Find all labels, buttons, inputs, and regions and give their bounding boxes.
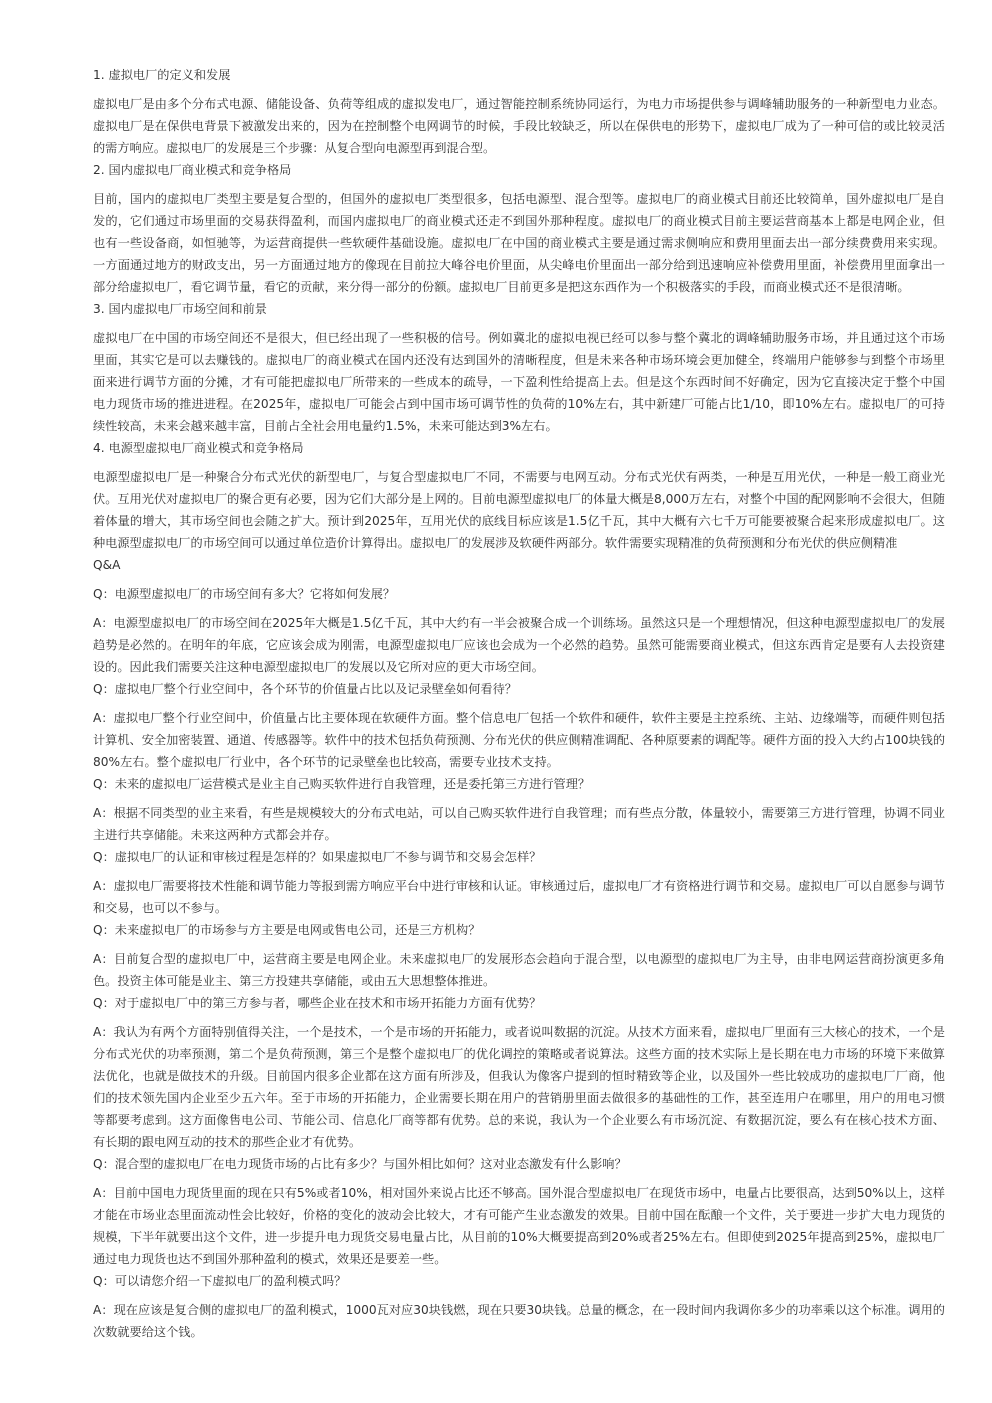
section-body-3: 虚拟电厂在中国的市场空间还不是很大，但已经出现了一些积极的信号。例如冀北的虚拟电视已经可以参与整个冀北的调峰辅助服务市场，并且通过这个市场里面，其实它是可以去赚钱的。虚拟电厂的商业模式在国内还没有达到国外的清晰程度，但是未来各种市场环境会更加健全，终端用户能够参与到整个市场里面来进行调节方面的分摊，才有可能把虚拟电厂所带来的一些成本的疏导，一下盈利性给提高上去。但是这个东西时间不好确定，因为它直接决定于整个中国电力现货市场的推进进程。在2025年，虚拟电厂可能会占到中国市场可调节性的负荷的10%左右，其中新建厂可能占比1/10，即10%左右。虚拟电厂的可持续性较高，未来会越来越丰富，目前占全社会用电量约1.5%，未来可能达到3%左右。 <box>93 331 945 433</box>
question-2: Q：虚拟电厂整个行业空间中，各个环节的价值量占比以及记录壁垒如何看待？ <box>93 682 517 696</box>
section-body-4: 电源型虚拟电厂是一种聚合分布式光伏的新型电厂，与复合型虚拟电厂不同，不需要与电网互动。分布式光伏有两类，一种是互用光伏，一种是一般工商业光伏。互用光伏对虚拟电厂的聚合更有必要，因为它们大部分是上网的。目前电源型虚拟电厂的体量大概是8,000万左右，对整个中国的配网影响不会很大，但随着体量的增大，其市场空间也会随之扩大。预计到2025年，互用光伏的底线目标应该是1.5亿千瓦，其中大概有六七千万可能要被聚合起来形成虚拟电厂。这种电源型虚拟电厂的市场空间可以通过单位造价计算得出。虚拟电厂的发展涉及软硬件两部分。软件需要实现精准的负荷预测和分布光伏的供应侧精准 <box>93 470 945 550</box>
section-body-1: 虚拟电厂是由多个分布式电源、储能设备、负荷等组成的虚拟发电厂，通过智能控制系统协同运行，为电力市场提供参与调峰辅助服务的一种新型电力业态。虚拟电厂是在保供电背景下被激发出来的，因为在控制整个电网调节的时候，手段比较缺乏，所以在保供电的形势下，虚拟电厂成为了一种可信的或比较灵活的需方响应。虚拟电厂的发展是三个步骤：从复合型向电源型再到混合型。 <box>93 97 945 155</box>
answer-8: A：现在应该是复合侧的虚拟电厂的盈利模式，1000瓦对应30块钱燃，现在只要30块钱。总量的概念，在一段时间内我调你多少的功率乘以这个标准。调用的次数就要给这个钱。 <box>93 1303 945 1339</box>
section-heading-2: 2. 国内虚拟电厂商业模式和竞争格局 <box>93 163 292 177</box>
question-4: Q：虚拟电厂的认证和审核过程是怎样的？如果虚拟电厂不参与调节和交易会怎样？ <box>93 850 542 864</box>
qa-label: Q&A <box>93 558 121 572</box>
answer-7: A：目前中国电力现货里面的现在只有5%或者10%，相对国外来说占比还不够高。国外混合型虚拟电厂在现货市场中，电量占比要很高，达到50%以上，这样才能在市场业态里面流动性会比较好，价格的变化的波动会比较大，才有可能产生业态激发的效果。目前中国在酝酿一个文件，关于要进一步扩大电力现货的规模，下半年就要出这个文件，进一步提升电力现货交易电量占比，从目前的10%大概要提高到20%或者25%左右。但即使到2025年提高到25%，虚拟电厂通过电力现货也达不到国外那种盈利的模式，效果还是要差一些。 <box>93 1186 945 1266</box>
section-body-2: 目前，国内的虚拟电厂类型主要是复合型的，但国外的虚拟电厂类型很多，包括电源型、混合型等。虚拟电厂的商业模式目前还比较简单，国外虚拟电厂是自发的，它们通过市场里面的交易获得盈利，而国内虚拟电厂的商业模式还走不到国外那种程度。虚拟电厂的商业模式目前主要运营商基本上都是电网企业，但也有一些设备商，如恒驰等，为运营商提供一些软硬件基础设施。虚拟电厂在中国的商业模式主要是通过需求侧响应和费用里面去出一部分续费费用来实现。一方面通过地方的财政支出，另一方面通过地方的像现在目前拉大峰谷电价里面，从尖峰电价里面出一部分给到迅速响应补偿费用里面，补偿费用里面拿出一部分给虚拟电厂，看它调节量，看它的贡献，来分得一部分的份额。虚拟电厂目前更多是把这东西作为一个积极落实的手段，而商业模式还不是很清晰。 <box>93 192 945 294</box>
question-8: Q：可以请您介绍一下虚拟电厂的盈利模式吗？ <box>93 1274 347 1288</box>
answer-1: A：电源型虚拟电厂的市场空间在2025年大概是1.5亿千瓦，其中大约有一半会被聚合成一个训练场。虽然这只是一个理想情况，但这种电源型虚拟电厂的发展趋势是必然的。在明年的年底，它应该会成为刚需，电源型虚拟电厂应该也会成为一个必然的趋势。虽然可能需要商业模式，但这东西肯定是要有人去投资建设的。因此我们需要关注这种电源型虚拟电厂的发展以及它所对应的更大市场空间。 <box>93 616 945 674</box>
answer-3: A：根据不同类型的业主来看，有些是规模较大的分布式电站，可以自己购买软件进行自我管理；而有些点分散，体量较小，需要第三方进行管理，协调不同业主进行共享储能。未来这两种方式都会并存。 <box>93 806 945 842</box>
question-6: Q：对于虚拟电厂中的第三方参与者，哪些企业在技术和市场开拓能力方面有优势？ <box>93 996 542 1010</box>
answer-4: A：虚拟电厂需要将技术性能和调节能力等报到需方响应平台中进行审核和认证。审核通过后，虚拟电厂才有资格进行调节和交易。虚拟电厂可以自愿参与调节和交易，也可以不参与。 <box>93 879 945 915</box>
section-heading-1: 1. 虚拟电厂的定义和发展 <box>93 68 231 82</box>
answer-6: A：我认为有两个方面特别值得关注，一个是技术，一个是市场的开拓能力，或者说叫数据的沉淀。从技术方面来看，虚拟电厂里面有三大核心的技术，一个是分布式光伏的功率预测，第二个是负荷预测，第三个是整个虚拟电厂的优化调控的策略或者说算法。这些方面的技术实际上是长期在电力市场的环境下来做算法优化，也就是做技术的升级。目前国内很多企业都在这方面有所涉及，但我认为像客户提到的恒时精致等企业，以及国外一些比较成功的虚拟电厂厂商，他们的技术领先国内企业至少五六年。至于市场的开拓能力，企业需要长期在用户的营销册里面去做很多的基础性的工作，甚至连用户在哪里，用户的用电习惯等都要考虑到。这方面像售电公司、节能公司、信息化厂商等都有优势。总的来说，我认为一个企业要么有市场沉淀、有数据沉淀，要么有在核心技术方面、有长期的跟电网互动的技术的那些企业才有优势。 <box>93 1025 945 1149</box>
answer-5: A：目前复合型的虚拟电厂中，运营商主要是电网企业。未来虚拟电厂的发展形态会趋向于混合型，以电源型的虚拟电厂为主导，由非电网运营商扮演更多角色。投资主体可能是业主、第三方投建共享储能，或由五大思想整体推进。 <box>93 952 945 988</box>
question-1: Q：电源型虚拟电厂的市场空间有多大？它将如何发展？ <box>93 587 396 601</box>
section-heading-3: 3. 国内虚拟电厂市场空间和前景 <box>93 302 267 316</box>
document-page <box>93 64 945 1343</box>
question-7: Q：混合型的虚拟电厂在电力现货市场的占比有多少？与国外相比如何？这对业态激发有什么影响？ <box>93 1157 627 1171</box>
question-3: Q：未来的虚拟电厂运营模式是业主自己购买软件进行自我管理，还是委托第三方进行管理？ <box>93 777 591 791</box>
question-5: Q：未来虚拟电厂的市场参与方主要是电网或售电公司，还是三方机构？ <box>93 923 481 937</box>
answer-2: A：虚拟电厂整个行业空间中，价值量占比主要体现在软硬件方面。整个信息电厂包括一个软件和硬件，软件主要是主控系统、主站、边缘端等，而硬件则包括计算机、安全加密装置、通道、传感器等。软件中的技术包括负荷预测、分布光伏的供应侧精准调配、各种原要素的调配等。硬件方面的投入大约占100块钱的80%左右。整个虚拟电厂行业中，各个环节的记录壁垒也比较高，需要专业技术支持。 <box>93 711 946 769</box>
section-heading-4: 4. 电源型虚拟电厂商业模式和竞争格局 <box>93 441 304 455</box>
